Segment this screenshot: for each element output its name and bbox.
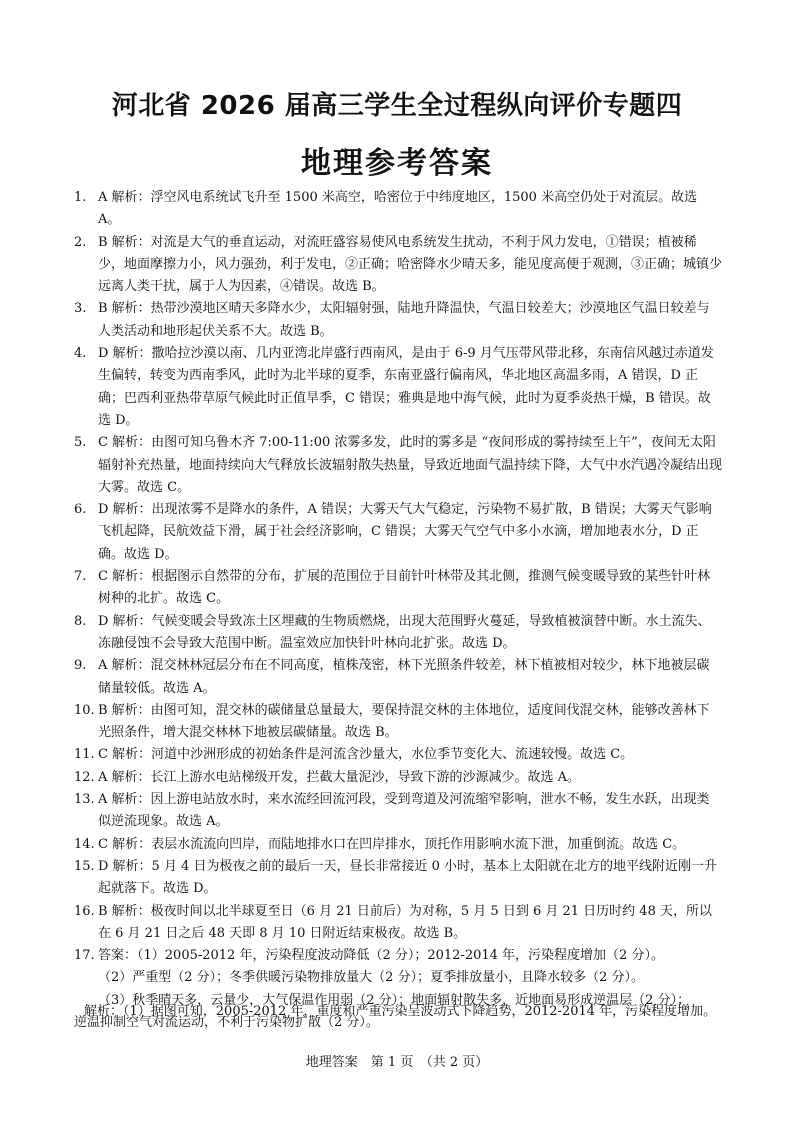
answer-number: 17. bbox=[74, 948, 95, 964]
answer-text: C 解析：河道中沙洲形成的初始条件是河流含沙量大，水位季节变化大、流速较慢。故选 C。 bbox=[98, 747, 634, 763]
answer-item bbox=[74, 744, 722, 766]
answer-number: 3. bbox=[74, 301, 87, 317]
answer-item bbox=[74, 298, 722, 343]
answer-item bbox=[74, 834, 722, 856]
answer-item bbox=[74, 232, 722, 299]
answer-text: B 解析：极夜时间以北半球夏至日（6 月 21 日前后）为对称，5 月 5 日到 6 月 21 日历时约 48 天，所以在 6 月 21 日之后 48 天即 8 月 10 日附近结束极夜。故选 B。 bbox=[98, 903, 712, 941]
document-subtitle: 地理参考答案 bbox=[301, 146, 493, 181]
answer-text: D 解析：出现浓雾不是降水的条件，A 错误；大雾天气大气稳定，污染物不易扩散，B 错误；大雾天气影响飞机起降，民航效益下滑，属于社会经济影响，C 错误；大雾天气空气中多小水滴，增加地表水分，D 正确。故选 D。 bbox=[98, 502, 712, 562]
answer-text: D 解析：气候变暖会导致冻土区埋藏的生物质燃烧，出现大范围野火蔓延，导致植被演替中断。水土流失、冻融侵蚀不会导致大范围中断。温室效应加快针叶林向北扩张。故选 D。 bbox=[98, 613, 711, 651]
answer-text: D 解析：5 月 4 日为极夜之前的最后一天，昼长非常接近 0 小时，基本上太阳就在北方的地平线附近刚一升起就落下。故选 D。 bbox=[98, 858, 718, 897]
answer-text: B 解析：由图可知，混交林的碳储量总量最大，要保持混交林的主体地位，适度间伐混交林，能够改善林下光照条件，增大混交林林下地被层碳储量。故选 B。 bbox=[98, 702, 710, 741]
answer-text: A 解析：混交林林冠层分布在不同高度，植株茂密，林下光照条件较差，林下植被相对较少，林下地被层碳储量较低。故选 A。 bbox=[98, 658, 710, 696]
answer-item bbox=[74, 432, 722, 499]
answer-list bbox=[74, 187, 722, 1034]
answer-text: B 解析：热带沙漠地区晴天多降水少，太阳辐射强，陆地升降温快，气温日较差大；沙漠地区气温日较差与人类活动和地形起伏关系不大。故选 B。 bbox=[98, 301, 710, 339]
answer-number: 2. bbox=[74, 234, 87, 250]
answer-number: 4. bbox=[74, 346, 87, 362]
answer-text: A 解析：浮空风电系统试飞升至 1500 米高空，哈密位于中纬度地区，1500 米高空仍处于对流层。故选 A。 bbox=[98, 190, 698, 228]
answer-number: 15. bbox=[74, 858, 95, 874]
answer-number: 16. bbox=[74, 903, 95, 919]
answer-item bbox=[74, 767, 722, 789]
answer-number: 5. bbox=[74, 435, 87, 451]
q17-part-3: （3）秋季晴天多，云量少，大气保温作用弱（2 分）；地面辐射散失多，近地面易形成逆温层（2 分）； bbox=[98, 992, 691, 1008]
answer-number: 11. bbox=[74, 747, 95, 763]
answer-number: 14. bbox=[74, 836, 95, 852]
q17-part-2: （2）严重型（2 分）；冬季供暖污染物排放量大（2 分）；夏季排放量小，且降水较多（2 分）。 bbox=[98, 970, 644, 986]
answer-number: 9. bbox=[74, 658, 87, 674]
answer-number: 12. bbox=[74, 769, 95, 785]
answer-item bbox=[74, 700, 722, 745]
answer-text: B 解析：对流是大气的垂直运动，对流旺盛容易使风电系统发生扰动，不利于风力发电，①错误；植被稀少，地面摩擦力小，风力强劲，利于发电，②正确；哈密降水少晴天多，能见度高便于观测，③正确；城镇少远离人类干扰，属于人为因素，④错误。故选 B。 bbox=[98, 234, 723, 295]
answer-item bbox=[74, 187, 722, 232]
answer-item bbox=[74, 945, 722, 967]
answer-item bbox=[74, 611, 722, 656]
answer-text: 答案：（1）2005-2012 年，污染程度波动降低（2 分）；2012-2014 年，污染程度增加（2 分）。 bbox=[98, 948, 664, 964]
answer-item bbox=[74, 856, 722, 901]
page-footer: 地理答案 第 1 页 （共 2 页） bbox=[305, 1055, 489, 1070]
analysis-paragraph: 解析：（1）据图可知，2005-2012 年，重度和严重污染呈波动式下降趋势，2012-2014 年，污染程度增加。 bbox=[84, 1004, 717, 1019]
answer-number: 10. bbox=[74, 702, 95, 718]
answer-item bbox=[74, 901, 722, 946]
answer-number: 7. bbox=[74, 569, 87, 585]
answer-text: A 解析：长江上游水电站梯级开发，拦截大量泥沙，导致下游的沙源减少。故选 A。 bbox=[98, 769, 581, 785]
document-title: 河北省 2026 届高三学生全过程纵向评价专题四 bbox=[111, 91, 683, 121]
answer-item bbox=[74, 789, 722, 834]
answer-text: C 解析：根据图示自然带的分布，扩展的范围位于目前针叶林带及其北侧，推测气候变暖导致的某些针叶林树种的北扩。故选 C。 bbox=[98, 569, 711, 607]
answer-item bbox=[74, 655, 722, 700]
answer-text: D 解析：撒哈拉沙漠以南、几内亚湾北岸盛行西南风，是由于 6-9 月气压带风带北移，东南信风越过赤道发生偏转，转变为西南季风，此时为北半球的夏季，东南亚盛行偏南风，华北地区高温多雨，A 错误，D 正确；巴西利亚热带草原气候此时正值旱季，C 错误；雅典是地中海气候，此时为夏季炎热干燥，B 错误。故选 D。 bbox=[98, 346, 714, 428]
answer-number: 13. bbox=[74, 792, 95, 808]
answer-number: 1. bbox=[74, 190, 87, 205]
answer-text: C 解析：表层水流流向凹岸，而陆地排水口在凹岸排水，顶托作用影响水流下泄，加重倒流。故选 C。 bbox=[98, 836, 686, 852]
answer-item bbox=[74, 343, 722, 432]
answer-item bbox=[74, 499, 722, 566]
answer-number: 6. bbox=[74, 502, 87, 518]
answer-number: 8. bbox=[74, 613, 87, 629]
q17-continuation: 逆温抑制空气对流运动，不利于污染物扩散（2 分）。 bbox=[74, 1014, 379, 1030]
answer-item bbox=[74, 566, 722, 611]
answer-text: A 解析：因上游电站放水时，来水流经回流河段，受到弯道及河流缩窄影响，泄水不畅，发生水跃，出现类似逆流现象。故选 A。 bbox=[98, 792, 710, 830]
answer-text: C 解析：由图可知乌鲁木齐 7:00-11:00 浓雾多发，此时的雾多是 “夜间形成的雾持续至上午”，夜间无太阳辐射补充热量，地面持续向大气释放长波辐射散失热量，导致近地面气温持续下降，大气中水汽遇冷凝结出现大雾。故选 C。 bbox=[98, 435, 723, 495]
